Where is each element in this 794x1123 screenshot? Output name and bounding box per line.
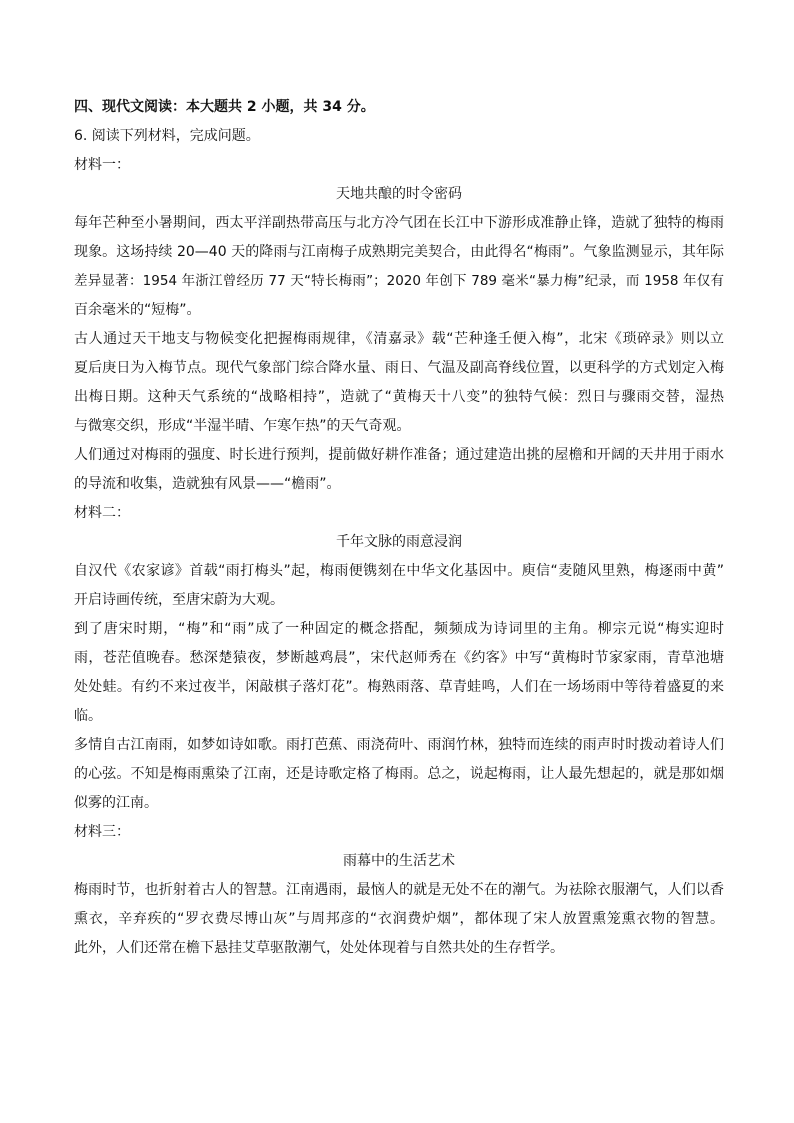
material2-body [74,557,724,818]
paragraph-line: 梅雨时节，也折射着古人的智慧。江南遇雨，最恼人的就是无处不在的潮气。为祛除衣服潮气，人们以香 [74,882,724,898]
question-prompt: 6. 阅读下列材料，完成问题。 [74,128,260,144]
paragraph-line: 此外，人们还常在檐下悬挂艾草驱散潮气，处处体现着与自然共处的生存哲学。 [74,940,564,956]
material2-label: 材料二： [74,505,130,521]
paragraph-line: 与微寒交织，形成“半湿半晴、乍寒乍热”的天气奇观。 [74,418,411,434]
paragraph-line: 出梅日期。这种天气系统的“战略相持”，造就了“黄梅天十八变”的独特气候：烈日与骤雨交替，湿热 [74,389,724,405]
paragraph-line: 现象。这场持续 20—40 天的降雨与江南梅子成熟期完美契合，由此得名“梅雨”。气象监测显示，其年际 [74,244,724,260]
material1-body [74,209,724,499]
paragraph-line: 夏后庚日为入梅节点。现代气象部门综合降水量、雨日、气温及副高脊线位置，以更科学的方式划定入梅 [74,360,724,376]
paragraph-line: 差异显著：1954 年浙江曾经历 77 天“特长梅雨”；2020 年创下 789 毫米“暴力梅”纪录，而 1958 年仅有 [74,273,724,289]
paragraph-line: 开启诗画传统，至唐宋蔚为大观。 [74,592,284,608]
material3-body [74,876,724,963]
paragraph-line: 人们通过对梅雨的强度、时长进行预判，提前做好耕作准备；通过建造出挑的屋檐和开阔的天井用于雨水 [74,447,724,463]
paragraph-line: 百余毫米的“短梅”。 [74,302,201,318]
paragraph-line: 似雾的江南。 [74,795,158,811]
paragraph-line: 多情自古江南雨，如梦如诗如歌。雨打芭蕉、雨浇荷叶、雨润竹林，独特而连续的雨声时时拨动着诗人们 [74,737,724,753]
paragraph-line: 临。 [74,708,102,724]
material3-label: 材料三： [74,824,130,840]
paragraph-line: 到了唐宋时期，“梅”和“雨”成了一种固定的概念搭配，频频成为诗词里的主角。柳宗元说“梅实迎时 [74,621,724,637]
paragraph-line: 每年芒种至小暑期间，西太平洋副热带高压与北方冷气团在长江中下游形成准静止锋，造就了独特的梅雨 [74,215,724,231]
paragraph-line: 古人通过天干地支与物候变化把握梅雨规律，《清嘉录》载“芒种逢壬便入梅”，北宋《琐碎录》则以立 [74,331,724,347]
material3-title: 雨幕中的生活艺术 [343,853,455,869]
paragraph-line: 的导流和收集，造就独有风景——“檐雨”。 [74,476,341,492]
paragraph-line: 自汉代《农家谚》首载“雨打梅头”起，梅雨便镌刻在中华文化基因中。庾信“麦随风里熟，梅逐雨中黄” [74,563,724,579]
paragraph-line: 的心弦。不知是梅雨熏染了江南，还是诗歌定格了梅雨。总之，说起梅雨，让人最先想起的，就是那如烟 [74,766,724,782]
material1-label: 材料一： [74,157,130,173]
paragraph-line: 熏衣，辛弃疾的“罗衣费尽博山灰”与周邦彦的“衣润费炉烟”，都体现了宋人放置熏笼熏衣物的智慧。 [74,911,724,927]
material2-title: 千年文脉的雨意浸润 [336,534,462,550]
material1-title: 天地共酿的时令密码 [336,186,462,202]
section-heading: 四、现代文阅读：本大题共 2 小题，共 34 分。 [74,99,375,115]
exam-page [74,93,724,963]
paragraph-line: 雨，苍茫值晚春。愁深楚猿夜，梦断越鸡晨”，宋代赵师秀在《约客》中写“黄梅时节家家雨，青草池塘 [74,650,724,666]
paragraph-line: 处处蛙。有约不来过夜半，闲敲棋子落灯花”。梅熟雨落、草青蛙鸣，人们在一场场雨中等待着盛夏的来 [74,679,724,695]
